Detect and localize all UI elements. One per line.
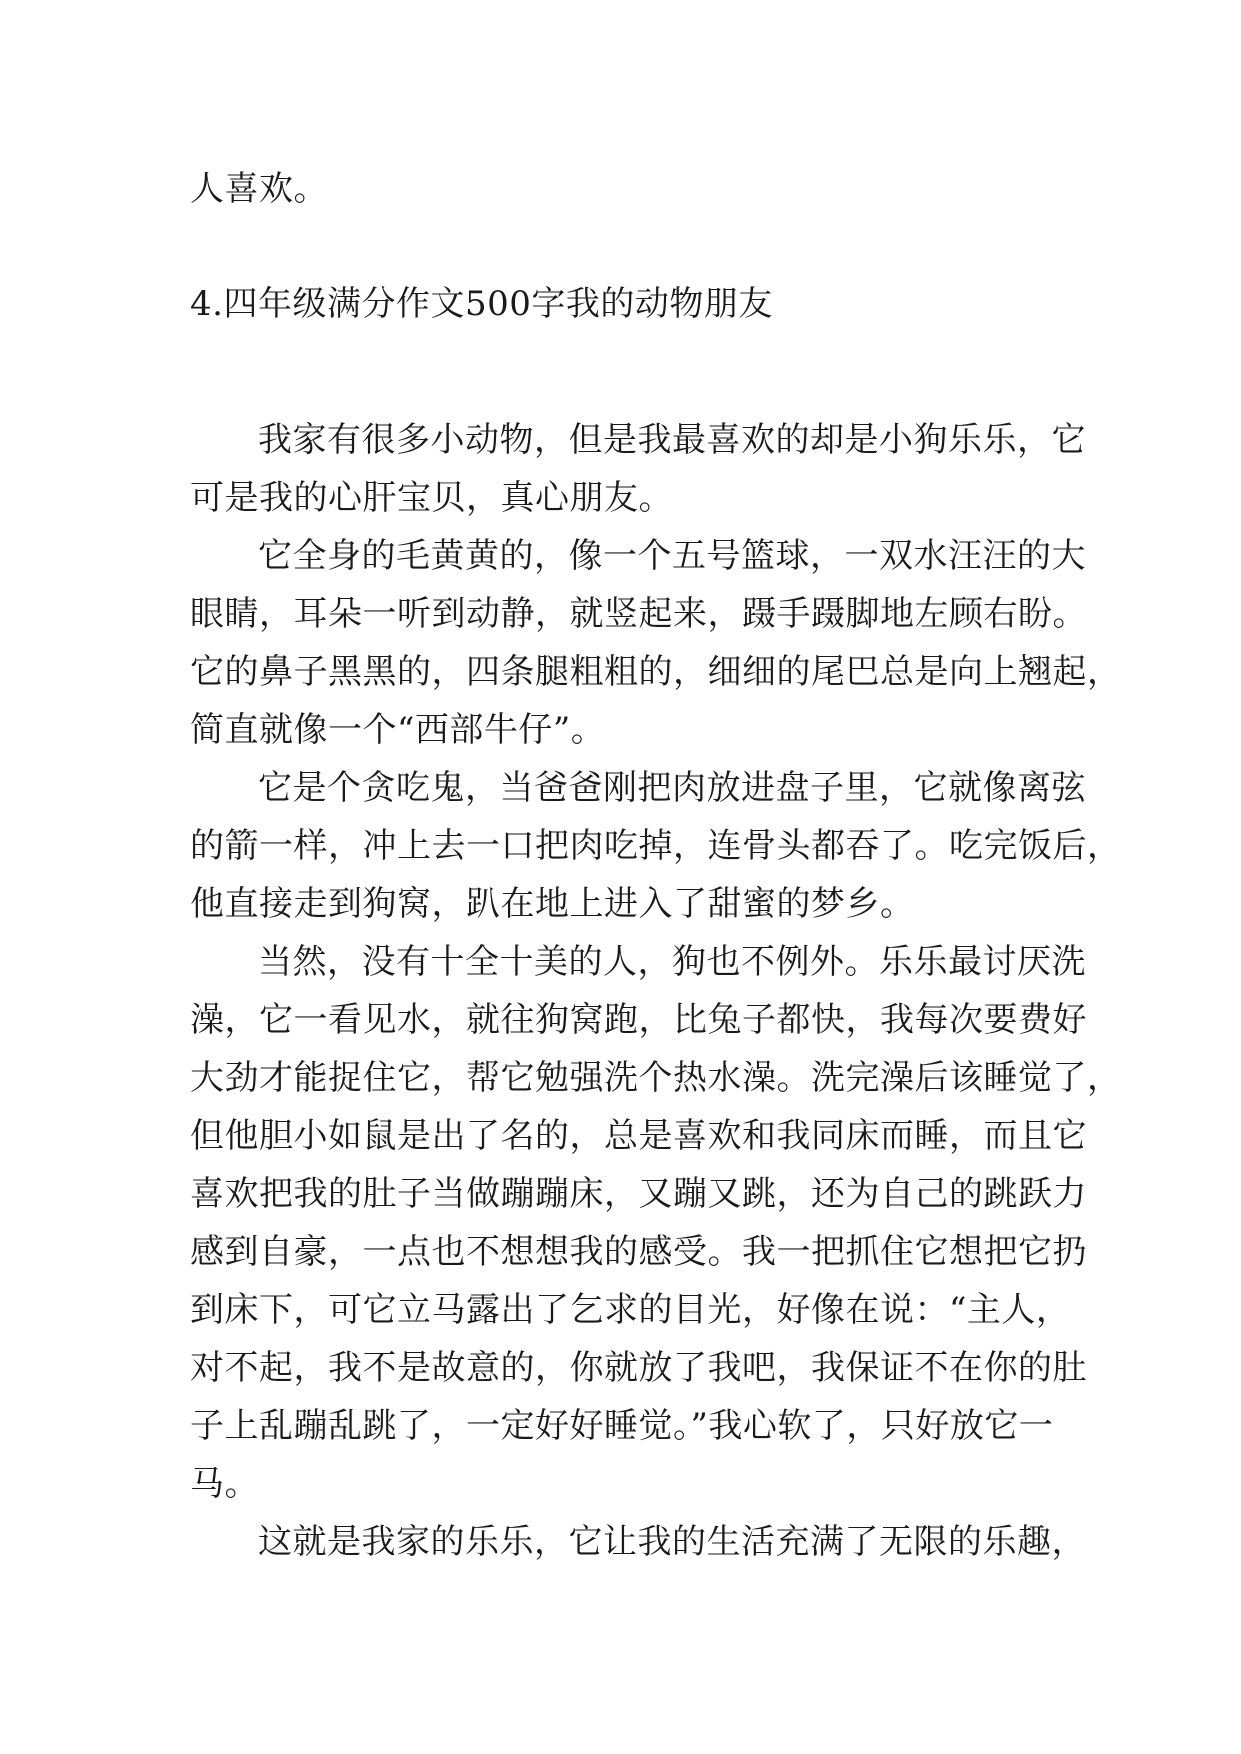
text-line: 他直接走到狗窝，趴在地上进入了甜蜜的梦乡。 bbox=[190, 884, 915, 924]
text-line: 简直就像一个“西部牛仔”。 bbox=[190, 710, 606, 750]
text-line: 但他胆小如鼠是出了名的，总是喜欢和我同床而睡，而且它 bbox=[190, 1116, 1087, 1156]
text-line: 到床下，可它立马露出了乞求的目光，好像在说：“主人， bbox=[190, 1290, 1071, 1330]
paragraph-1 bbox=[190, 411, 1086, 527]
text-line: 眼睛，耳朵一听到动静，就竖起来，蹑手蹑脚地左顾右盼。 bbox=[190, 594, 1087, 634]
text-line: 它全身的毛黄黄的，像一个五号篮球，一双水汪汪的大 bbox=[258, 536, 1086, 576]
text-line: 子上乱蹦乱跳了，一定好好睡觉。”我心软了，只好放它一 bbox=[190, 1406, 1054, 1446]
text-line: 大劲才能捉住它，帮它勉强洗个热水澡。洗完澡后该睡觉了， bbox=[190, 1058, 1122, 1098]
text-line: 当然，没有十全十美的人，狗也不例外。乐乐最讨厌洗 bbox=[258, 942, 1086, 982]
paragraph-5 bbox=[190, 1513, 1086, 1571]
text-line: 的箭一样，冲上去一口把肉吃掉，连骨头都吞了。吃完饭后， bbox=[190, 826, 1122, 866]
text-line: 可是我的心肝宝贝，真心朋友。 bbox=[190, 478, 673, 518]
text-line: 感到自豪，一点也不想想我的感受。我一把抓住它想把它扔 bbox=[190, 1232, 1087, 1272]
document-body bbox=[190, 160, 1122, 1571]
continued-text: 人喜欢。 bbox=[190, 169, 328, 209]
paragraph-3 bbox=[190, 759, 1122, 933]
paragraph-4 bbox=[190, 933, 1122, 1513]
text-line: 喜欢把我的肚子当做蹦蹦床，又蹦又跳，还为自己的跳跃力 bbox=[190, 1174, 1087, 1214]
text-line: 对不起，我不是故意的，你就放了我吧，我保证不在你的肚 bbox=[190, 1348, 1087, 1388]
essay-title: 4.四年级满分作文500字我的动物朋友 bbox=[190, 284, 773, 324]
text-line: 澡，它一看见水，就往狗窝跑，比兔子都快，我每次要费好 bbox=[190, 1000, 1087, 1040]
text-line: 它的鼻子黑黑的，四条腿粗粗的，细细的尾巴总是向上翘起， bbox=[190, 652, 1122, 692]
text-line: 它是个贪吃鬼，当爸爸刚把肉放进盘子里，它就像离弦 bbox=[258, 768, 1086, 808]
text-line: 我家有很多小动物，但是我最喜欢的却是小狗乐乐，它 bbox=[258, 420, 1086, 460]
text-line: 这就是我家的乐乐，它让我的生活充满了无限的乐趣， bbox=[258, 1522, 1086, 1562]
text-line: 马。 bbox=[190, 1464, 259, 1504]
paragraph-2 bbox=[190, 527, 1122, 759]
